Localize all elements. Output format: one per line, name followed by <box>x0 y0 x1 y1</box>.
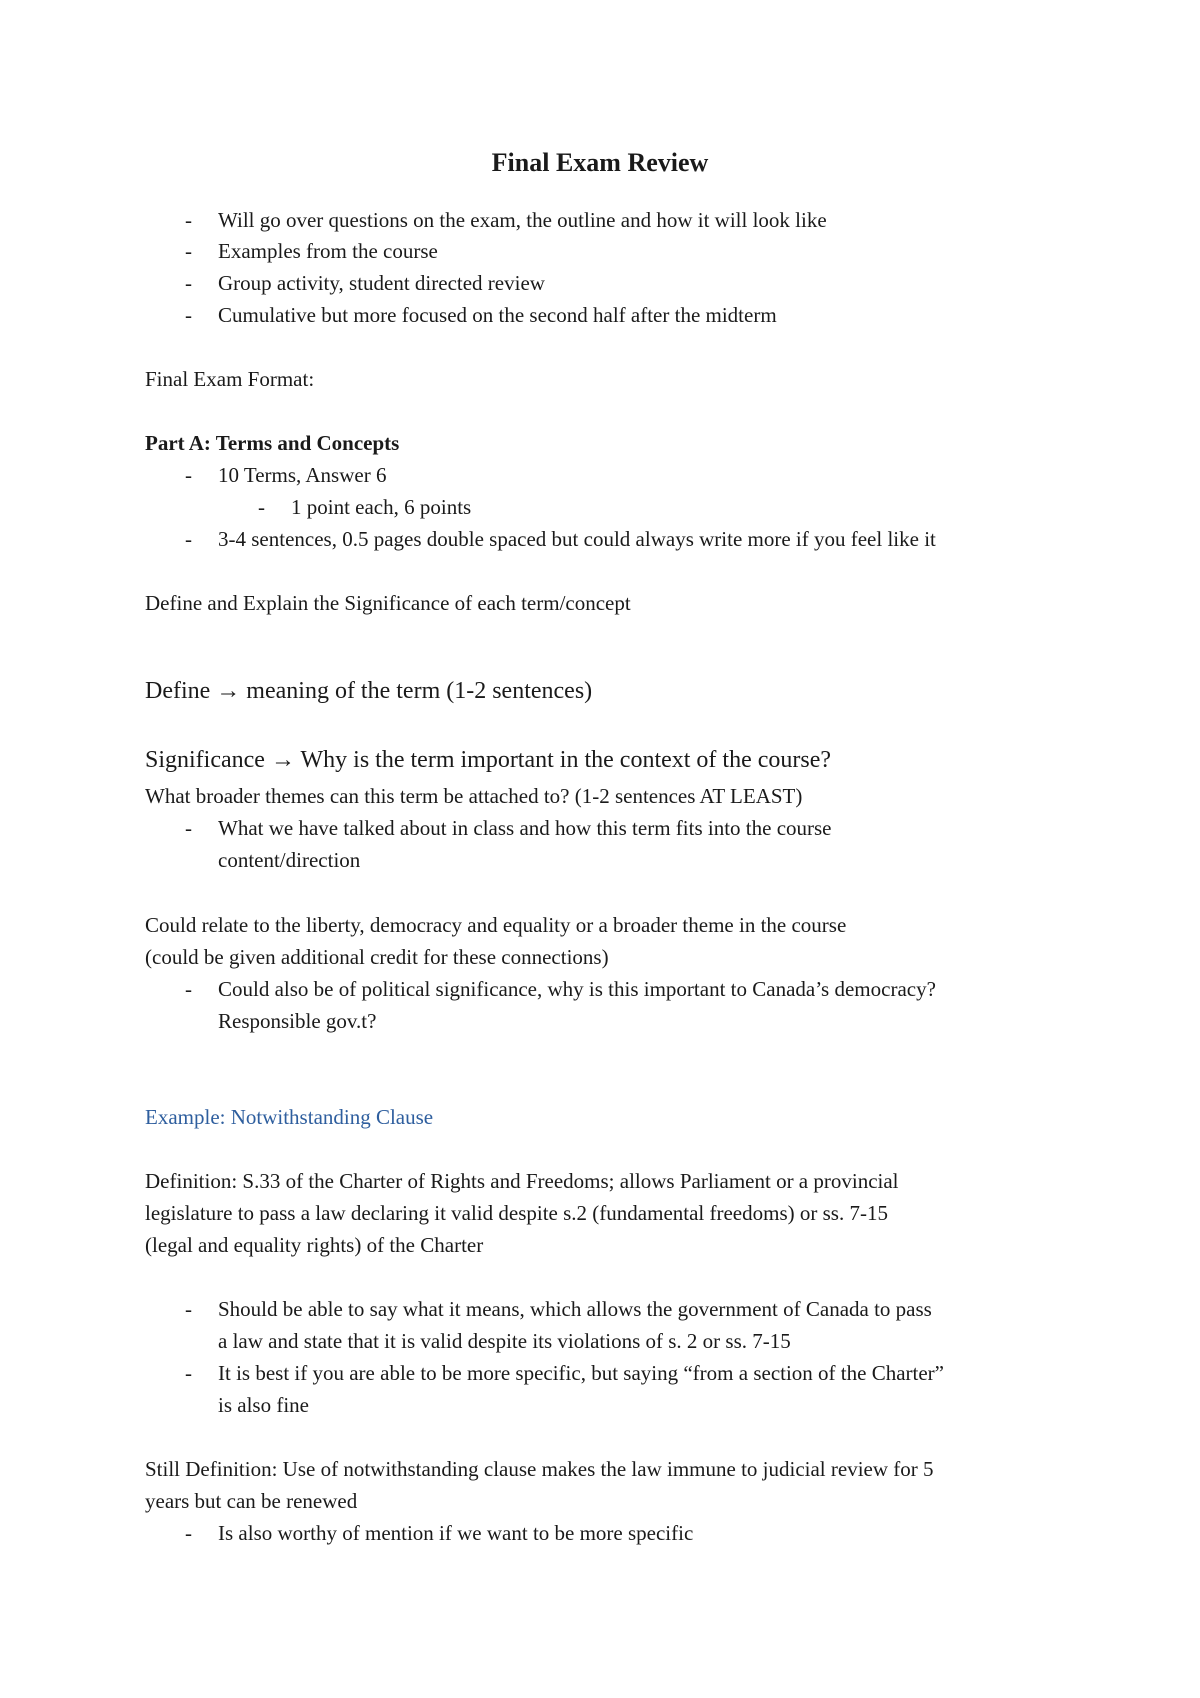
part-a-heading: Part A: Terms and Concepts <box>145 431 400 455</box>
definition-bullet-line: a law and state that it is valid despite its violations of s. 2 or ss. 7-15 <box>218 1329 791 1353</box>
sub-bullet-dash: - <box>258 495 265 519</box>
still-definition-text: years but can be renewed <box>145 1489 358 1513</box>
definition-bullet-line: is also fine <box>218 1393 309 1417</box>
intro-bullet: Cumulative but more focused on the second half after the midterm <box>218 303 777 327</box>
political-bullet-line: Could also be of political significance, why is this important to Canada’s democracy? <box>218 977 936 1001</box>
definition-text: Definition: S.33 of the Charter of Rights and Freedoms; allows Parliament or a provincial <box>145 1169 899 1193</box>
political-bullet-line: Responsible gov.t? <box>218 1009 377 1033</box>
intro-bullet: Group activity, student directed review <box>218 271 545 295</box>
bullet-dash: - <box>185 239 192 263</box>
definition-bullet-line: Should be able to say what it means, which allows the government of Canada to pass <box>218 1297 932 1321</box>
example-heading: Example: Notwithstanding Clause <box>145 1105 434 1129</box>
bullet-dash: - <box>185 1297 192 1321</box>
bullet-dash: - <box>185 208 192 232</box>
bullet-dash: - <box>185 463 192 487</box>
page-title: Final Exam Review <box>491 148 709 177</box>
broader-bullet-line: What we have talked about in class and how this term fits into the course <box>218 816 832 840</box>
relate-text: Could relate to the liberty, democracy and equality or a broader theme in the course <box>145 913 847 937</box>
part-a-sub-bullet: 1 point each, 6 points <box>291 495 472 519</box>
definition-bullet-line: It is best if you are able to be more specific, but saying “from a section of the Charter” <box>218 1361 944 1385</box>
bullet-dash: - <box>185 271 192 295</box>
define-line: Define → meaning of the term (1-2 sentences) <box>145 678 593 704</box>
broader-bullet-line: content/direction <box>218 848 361 872</box>
bullet-dash: - <box>185 303 192 327</box>
bullet-dash: - <box>185 1361 192 1385</box>
definition-text: (legal and equality rights) of the Charter <box>145 1233 484 1257</box>
bullet-dash: - <box>185 527 192 551</box>
significance-line: Significance → Why is the term important in the context of the course? <box>145 747 832 773</box>
bullet-dash: - <box>185 816 192 840</box>
part-a-bullet: 10 Terms, Answer 6 <box>218 463 387 487</box>
intro-bullet: Will go over questions on the exam, the outline and how it will look like <box>218 208 827 232</box>
relate-text: (could be given additional credit for these connections) <box>145 945 609 969</box>
final-bullet: Is also worthy of mention if we want to be more specific <box>218 1521 694 1545</box>
still-definition-text: Still Definition: Use of notwithstanding clause makes the law immune to judicial review for 5 <box>145 1457 934 1481</box>
format-label: Final Exam Format: <box>145 367 315 391</box>
define-explain-text: Define and Explain the Significance of each term/concept <box>145 591 631 615</box>
bullet-dash: - <box>185 1521 192 1545</box>
bullet-dash: - <box>185 977 192 1001</box>
part-a-bullet: 3-4 sentences, 0.5 pages double spaced but could always write more if you feel like it <box>218 527 936 551</box>
definition-text: legislature to pass a law declaring it valid despite s.2 (fundamental freedoms) or ss. 7-15 <box>145 1201 888 1225</box>
broader-themes-text: What broader themes can this term be attached to? (1-2 sentences AT LEAST) <box>145 784 803 808</box>
intro-bullet: Examples from the course <box>218 239 438 263</box>
